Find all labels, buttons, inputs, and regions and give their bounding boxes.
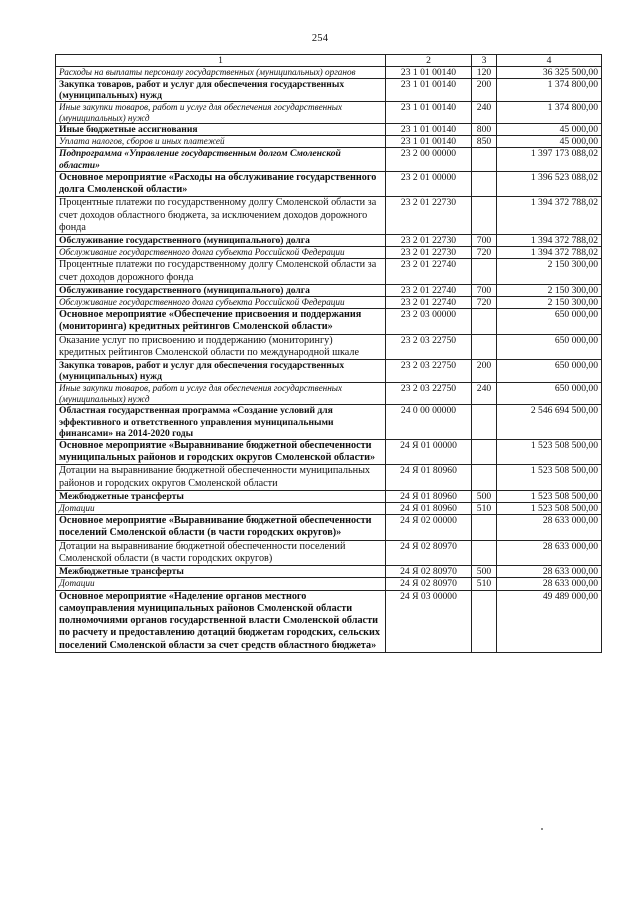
cell-name: Основное мероприятие «Наделение органов местного самоуправления муниципальных районов Смоленской области полномочиями органов государственной власти Смоленской области по расчету и предоставлению дотаций бюджетам городских, сельских поселений Смоленской области за счет средств областного бюджета» [56,590,386,652]
table-body [56,67,602,653]
cell-code: 23 2 01 22730 [386,247,472,259]
cell-kind: 510 [472,503,497,515]
table-row [56,247,602,259]
cell-name: Дотации [56,503,386,515]
cell-amount: 28 633 000,00 [497,515,602,541]
cell-code: 24 0 00 00000 [386,405,472,439]
cell-name: Иные закупки товаров, работ и услуг для обеспечения государственных (муниципальных) нужд [56,383,386,405]
table-row [56,235,602,247]
cell-amount: 36 325 500,00 [497,67,602,79]
cell-kind: 500 [472,490,497,502]
table-row [56,383,602,405]
cell-amount: 1 397 173 088,02 [497,148,602,171]
table-row [56,503,602,515]
table-row [56,515,602,541]
cell-amount: 1 396 523 088,02 [497,171,602,197]
cell-amount: 2 546 694 500,00 [497,405,602,439]
cell-amount: 28 633 000,00 [497,540,602,566]
cell-name: Основное мероприятие «Выравнивание бюджетной обеспеченности поселений Смоленской области (в части городских округов)» [56,515,386,541]
cell-amount: 1 394 372 788,02 [497,247,602,259]
cell-code: 23 2 01 22740 [386,284,472,296]
table-row [56,124,602,136]
cell-name: Оказание услуг по присвоению и поддержанию (мониторингу) кредитных рейтингов Смоленской области по международной шкале [56,334,386,360]
cell-code: 24 Я 01 80960 [386,465,472,491]
cell-code: 23 2 03 00000 [386,309,472,335]
cell-kind: 720 [472,247,497,259]
cell-name: Уплата налогов, сборов и иных платежей [56,136,386,148]
cell-name: Дотации на выравнивание бюджетной обеспеченности муниципальных районов и городских округов Смоленской области [56,465,386,491]
cell-name: Межбюджетные трансферты [56,490,386,502]
cell-code: 23 2 03 22750 [386,383,472,405]
header-col-name: 1 [56,55,386,67]
header-col-amount: 4 [497,55,602,67]
cell-code: 24 Я 03 00000 [386,590,472,652]
cell-kind [472,439,497,465]
table-row [56,171,602,197]
cell-kind [472,197,497,235]
cell-kind [472,590,497,652]
cell-amount: 2 150 300,00 [497,259,602,285]
table-row [56,79,602,102]
cell-name: Обслуживание государственного (муниципального) долга [56,284,386,296]
table-row [56,102,602,124]
table-row [56,465,602,491]
table-row [56,259,602,285]
table-row [56,578,602,590]
cell-amount: 2 150 300,00 [497,284,602,296]
cell-code: 24 Я 01 00000 [386,439,472,465]
cell-code: 24 Я 02 80970 [386,578,472,590]
cell-kind [472,334,497,360]
scan-mark [541,828,543,830]
table-row [56,490,602,502]
cell-code: 23 2 03 22750 [386,360,472,383]
cell-kind: 700 [472,284,497,296]
cell-code: 24 Я 02 00000 [386,515,472,541]
cell-name: Обслуживание государственного (муниципального) долга [56,235,386,247]
table-row [56,590,602,652]
cell-kind [472,540,497,566]
cell-name: Дотации [56,578,386,590]
cell-kind: 500 [472,566,497,578]
cell-kind: 510 [472,578,497,590]
cell-amount: 1 523 508 500,00 [497,490,602,502]
cell-kind [472,515,497,541]
cell-kind: 200 [472,79,497,102]
cell-name: Закупка товаров, работ и услуг для обеспечения государственных (муниципальных) нужд [56,360,386,383]
table-row [56,148,602,171]
table-row [56,297,602,309]
cell-name: Обслуживание государственного долга субъекта Российской Федерации [56,297,386,309]
table-row [56,334,602,360]
cell-kind: 120 [472,67,497,79]
cell-code: 23 1 01 00140 [386,67,472,79]
cell-amount: 1 394 372 788,02 [497,235,602,247]
cell-name: Основное мероприятие «Выравнивание бюджетной обеспеченности муниципальных районов и городских округов Смоленской области» [56,439,386,465]
header-row [56,55,602,67]
cell-amount: 49 489 000,00 [497,590,602,652]
budget-table [55,54,602,653]
cell-kind: 850 [472,136,497,148]
cell-code: 23 1 01 00140 [386,124,472,136]
cell-amount: 650 000,00 [497,383,602,405]
cell-code: 24 Я 01 80960 [386,490,472,502]
cell-amount: 1 523 508 500,00 [497,503,602,515]
cell-amount: 1 374 800,00 [497,79,602,102]
cell-kind: 700 [472,235,497,247]
cell-code: 23 2 00 00000 [386,148,472,171]
cell-amount: 28 633 000,00 [497,566,602,578]
table-row [56,284,602,296]
cell-code: 23 1 01 00140 [386,79,472,102]
cell-code: 23 2 01 22740 [386,259,472,285]
cell-kind: 800 [472,124,497,136]
table-row [56,405,602,439]
cell-name: Областная государственная программа «Создание условий для эффективного и ответственного управления муниципальными финансами» на 2014-2020 годы [56,405,386,439]
table-header [56,55,602,67]
cell-name: Процентные платежи по государственному долгу Смоленской области за счет доходов дорожного фонда [56,259,386,285]
table-row [56,540,602,566]
cell-amount: 45 000,00 [497,136,602,148]
table-row [56,136,602,148]
cell-kind [472,405,497,439]
cell-name: Дотации на выравнивание бюджетной обеспеченности поселений Смоленской области (в части городских округов) [56,540,386,566]
cell-amount: 650 000,00 [497,360,602,383]
table-row [56,67,602,79]
cell-kind [472,259,497,285]
cell-code: 24 Я 01 80960 [386,503,472,515]
cell-name: Основное мероприятие «Обеспечение присвоения и поддержания (мониторинга) кредитных рейтингов Смоленской области» [56,309,386,335]
cell-name: Процентные платежи по государственному долгу Смоленской области за счет доходов областного бюджета, за исключением доходов дорожного фонда [56,197,386,235]
cell-name: Подпрограмма «Управление государственным долгом Смоленской области» [56,148,386,171]
cell-amount: 1 523 508 500,00 [497,439,602,465]
cell-code: 24 Я 02 80970 [386,540,472,566]
table-row [56,309,602,335]
cell-name: Обслуживание государственного долга субъекта Российской Федерации [56,247,386,259]
cell-amount: 650 000,00 [497,309,602,335]
cell-kind [472,171,497,197]
table-row [56,360,602,383]
cell-name: Иные закупки товаров, работ и услуг для обеспечения государственных (муниципальных) нужд [56,102,386,124]
cell-code: 23 1 01 00140 [386,102,472,124]
cell-code: 23 2 03 22750 [386,334,472,360]
cell-amount: 1 374 800,00 [497,102,602,124]
cell-amount: 1 394 372 788,02 [497,197,602,235]
table-row [56,566,602,578]
cell-code: 23 1 01 00140 [386,136,472,148]
cell-amount: 650 000,00 [497,334,602,360]
cell-kind: 200 [472,360,497,383]
cell-kind [472,148,497,171]
table-row [56,197,602,235]
header-col-kind: 3 [472,55,497,67]
cell-kind: 240 [472,383,497,405]
cell-kind: 240 [472,102,497,124]
cell-name: Межбюджетные трансферты [56,566,386,578]
cell-amount: 2 150 300,00 [497,297,602,309]
header-col-code: 2 [386,55,472,67]
cell-name: Расходы на выплаты персоналу государственных (муниципальных) органов [56,67,386,79]
cell-code: 23 2 01 22730 [386,197,472,235]
cell-name: Иные бюджетные ассигнования [56,124,386,136]
cell-amount: 28 633 000,00 [497,578,602,590]
cell-code: 23 2 01 22730 [386,235,472,247]
cell-name: Закупка товаров, работ и услуг для обеспечения государственных (муниципальных) нужд [56,79,386,102]
cell-amount: 1 523 508 500,00 [497,465,602,491]
page-number: 254 [311,33,329,44]
cell-code: 23 2 01 22740 [386,297,472,309]
cell-code: 24 Я 02 80970 [386,566,472,578]
cell-amount: 45 000,00 [497,124,602,136]
cell-kind [472,309,497,335]
cell-kind: 720 [472,297,497,309]
table-row [56,439,602,465]
cell-code: 23 2 01 00000 [386,171,472,197]
cell-name: Основное мероприятие «Расходы на обслуживание государственного долга Смоленской области» [56,171,386,197]
cell-kind [472,465,497,491]
